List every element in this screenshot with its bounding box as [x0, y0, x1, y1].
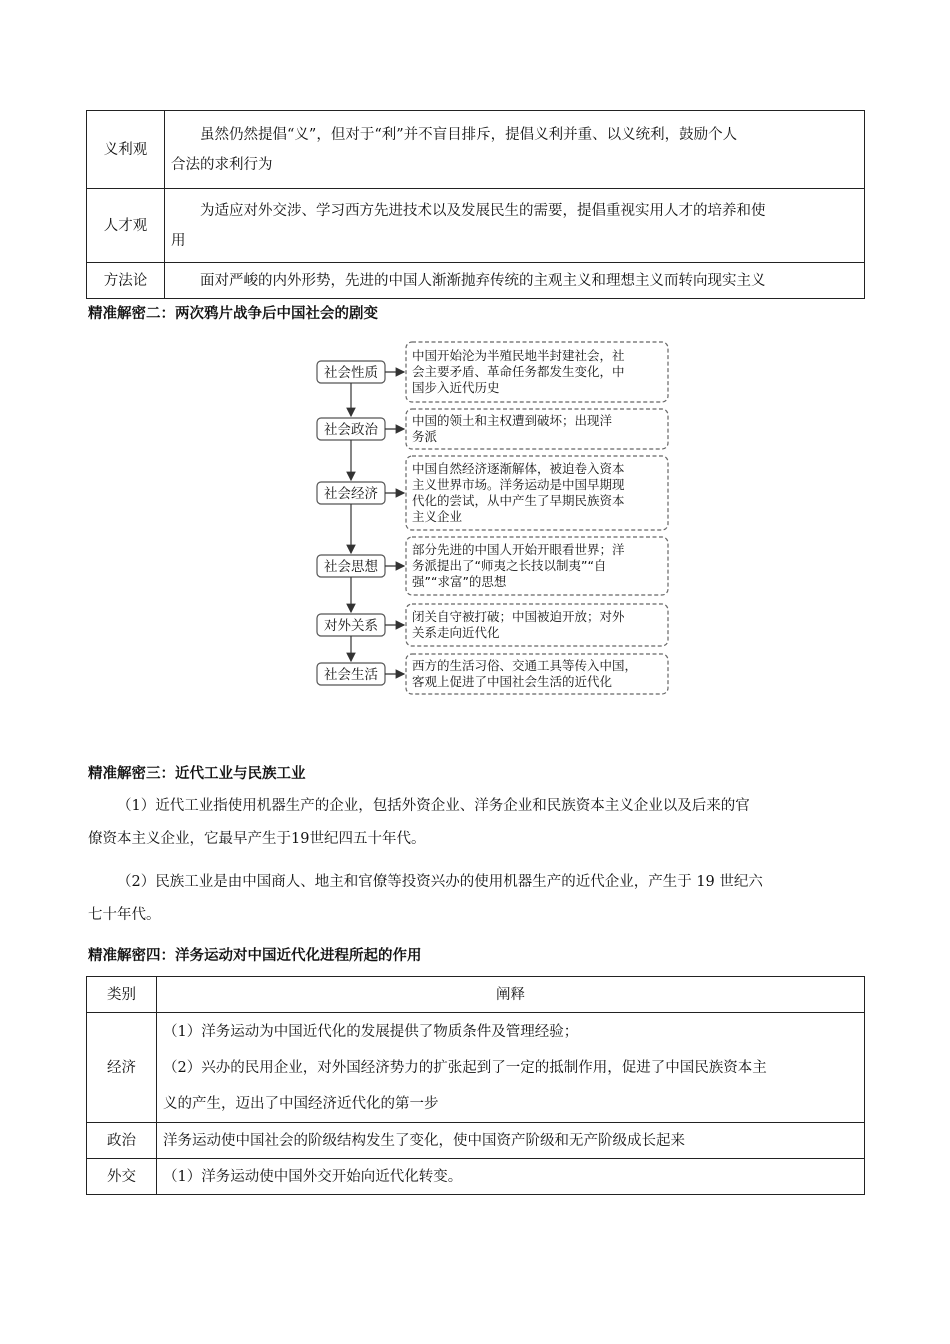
section-heading: 精准解密二：两次鸦片战争后中国社会的剧变	[88, 306, 378, 322]
diagram-label: 社会思想	[324, 559, 378, 575]
row-label: 方法论	[87, 263, 165, 299]
column-header: 类别	[87, 977, 157, 1013]
table-row	[87, 263, 865, 299]
text-line: 义的产生，迈出了中国经济近代化的第一步	[163, 1095, 439, 1112]
text-line: （2）兴办的民用企业，对外国经济势力的扩张起到了一定的抵制作用，促进了中国民族资本主	[163, 1059, 767, 1076]
paragraph	[88, 790, 864, 856]
diagram-desc-line: 主义企业	[412, 509, 463, 524]
paragraph-line: （2）民族工业是由中国商人、地主和官僚等投资兴办的使用机器生产的近代企业，产生于 19 世纪六	[117, 874, 763, 890]
diagram-desc-line: 务派提出了“师夷之长技以制夷”“自	[412, 558, 607, 573]
row-text: （1）洋务运动使中国外交开始向近代化转变。	[157, 1159, 865, 1195]
row-text	[165, 263, 865, 299]
diagram-label: 社会生活	[324, 667, 378, 683]
row-text: 洋务运动使中国社会的阶级结构发生了变化，使中国资产阶级和无产阶级成长起来	[157, 1123, 865, 1159]
text-line: （1）洋务运动为中国近代化的发展提供了物质条件及管理经验；	[163, 1023, 579, 1040]
diagram-desc-line: 闭关自守被打破；中国被迫开放；对外	[412, 609, 625, 624]
paragraph-line: （1）近代工业指使用机器生产的企业，包括外资企业、洋务企业和民族资本主义企业以及后来的官	[117, 798, 750, 814]
diagram-label: 社会政治	[324, 422, 378, 438]
values-table	[86, 110, 865, 299]
paragraph-line: 七十年代。	[88, 907, 161, 923]
diagram-desc-line: 西方的生活习俗、交通工具等传入中国，	[412, 658, 638, 673]
row-text	[165, 111, 865, 189]
diagram-desc-line: 国步入近代历史	[412, 380, 500, 395]
diagram-desc-line: 代化的尝试，从中产生了早期民族资本	[412, 493, 625, 508]
table-row	[87, 1123, 865, 1159]
diagram-desc-line: 关系走向近代化	[412, 625, 500, 640]
diagram-desc-line: 会主要矛盾、革命任务都发生变化，中	[412, 364, 625, 379]
diagram-label: 社会经济	[324, 486, 378, 502]
table-row	[87, 189, 865, 263]
row-label: 政治	[87, 1123, 157, 1159]
section-heading: 精准解密四：洋务运动对中国近代化进程所起的作用	[88, 948, 422, 964]
diagram-desc-line: 强”“求富”的思想	[412, 574, 507, 589]
row-label: 义利观	[87, 111, 165, 189]
column-header: 阐释	[157, 977, 865, 1013]
text-line: 面对严峻的内外形势，先进的中国人渐渐抛弃传统的主观主义和理想主义而转向现实主义	[200, 272, 766, 289]
row-label: 经济	[87, 1013, 157, 1123]
row-text	[157, 1013, 865, 1123]
row-text	[165, 189, 865, 263]
diagram-desc-line: 中国自然经济逐渐解体，被迫卷入资本	[412, 461, 625, 476]
table-header-row	[87, 977, 865, 1013]
diagram-desc-line: 务派	[412, 429, 438, 444]
text-line: 用	[171, 232, 186, 249]
table-row	[87, 111, 865, 189]
diagram-desc-line: 客观上促进了中国社会生活的近代化	[412, 674, 613, 689]
diagram-desc-line: 部分先进的中国人开始开眼看世界；洋	[412, 542, 625, 557]
diagram-label: 对外关系	[324, 618, 378, 634]
table-row	[87, 1013, 865, 1123]
diagram-desc-line: 中国开始沦为半殖民地半封建社会，社	[412, 348, 625, 363]
diagram-desc-line: 主义世界市场。洋务运动是中国早期现	[412, 477, 625, 492]
text-line: 合法的求利行为	[171, 156, 273, 173]
diagram-desc-line: 中国的领土和主权遭到破坏；出现洋	[412, 413, 613, 428]
society-change-diagram	[300, 332, 680, 698]
section-heading: 精准解密三：近代工业与民族工业	[88, 766, 306, 782]
paragraph-line: 僚资本主义企业，它最早产生于19世纪四五十年代。	[88, 831, 426, 847]
paragraph	[88, 866, 864, 932]
text-line: 虽然仍然提倡“义”，但对于“利”并不盲目排斥，提倡义利并重、以义统利，鼓励个人	[200, 126, 738, 143]
row-label: 外交	[87, 1159, 157, 1195]
diagram-label: 社会性质	[324, 365, 378, 381]
table-row	[87, 1159, 865, 1195]
row-label: 人才观	[87, 189, 165, 263]
westernization-table	[86, 976, 865, 1195]
text-line: 为适应对外交涉、学习西方先进技术以及发展民生的需要，提倡重视实用人才的培养和使	[200, 202, 766, 219]
